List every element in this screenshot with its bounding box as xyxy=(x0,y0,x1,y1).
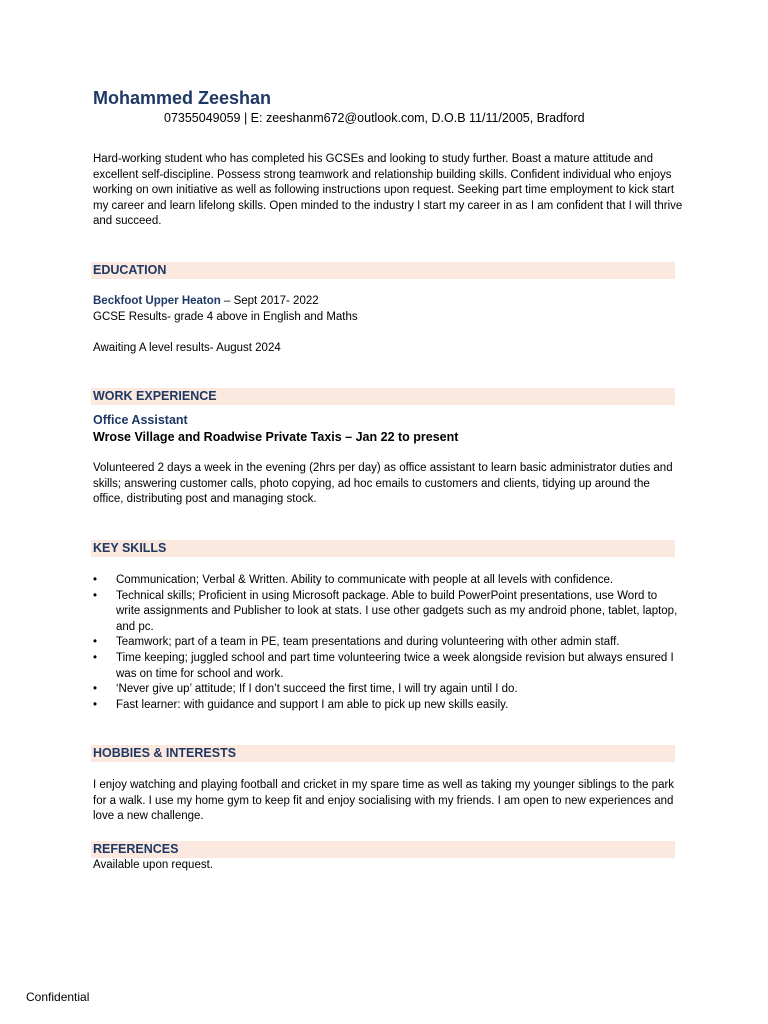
bullet-icon: • xyxy=(93,589,98,602)
key-skills-list xyxy=(93,573,678,713)
education-heading: EDUCATION xyxy=(91,262,675,279)
skill-text: Communication; Verbal & Written. Ability to communicate with people at all levels with confidence. xyxy=(116,574,614,586)
skill-item xyxy=(93,589,678,636)
skill-text: ‘Never give up’ attitude; If I don’t succeed the first time, I will try again until I do. xyxy=(116,683,518,696)
school-dates: – Sept 2017- 2022 xyxy=(220,295,319,307)
school-name: Beckfoot Upper Heaton xyxy=(93,295,221,307)
confidential-footer: Confidential xyxy=(26,990,90,1004)
gcse-results: GCSE Results- grade 4 above in English and Maths xyxy=(93,311,358,323)
contact-details: 07355049059 | E: zeeshanm672@outlook.com, D.O.B 11/11/2005, Bradford xyxy=(164,111,585,125)
hobbies-heading: HOBBIES & INTERESTS xyxy=(91,745,675,762)
skill-text: Technical skills; Proficient in using Microsoft package. Able to build PowerPoint presentations, use Word to write assignments and Publisher to look at stats. I use other gadgets such as my android phone, tablet, laptop, and pc. xyxy=(116,589,678,633)
hobbies-text: I enjoy watching and playing football and cricket in my spare time as well as taking my younger siblings to the park for a walk. I use my home gym to keep fit and enjoy socialising with my friends. I am open to new experiences and love a new challenge. xyxy=(93,779,675,823)
skill-item xyxy=(93,651,678,682)
work-experience-heading: WORK EXPERIENCE xyxy=(91,388,675,405)
bullet-icon: • xyxy=(93,574,98,586)
a-level-status: Awaiting A level results- August 2024 xyxy=(93,342,281,354)
skill-item xyxy=(93,698,678,714)
skill-item xyxy=(93,682,678,698)
job-title: Office Assistant xyxy=(93,413,188,427)
references-text: Available upon request. xyxy=(93,859,213,871)
skill-text: Teamwork; part of a team in PE, team presentations and during volunteering with other admin staff. xyxy=(116,636,620,649)
education-school-line xyxy=(93,295,319,307)
job-description: Volunteered 2 days a week in the evening (2hrs per day) as office assistant to learn basic administrator duties and skills; answering customer calls, photo copying, ad hoc emails to customers and clients, tidying up around the office, distributing post and managing stock. xyxy=(93,462,673,506)
bullet-icon: • xyxy=(93,683,98,696)
job-company: Wrose Village and Roadwise Private Taxis – Jan 22 to present xyxy=(93,430,459,444)
skill-item xyxy=(93,635,678,651)
bullet-icon: • xyxy=(93,651,98,664)
key-skills-heading: KEY SKILLS xyxy=(91,540,675,557)
bullet-icon: • xyxy=(93,698,98,711)
candidate-name: Mohammed Zeeshan xyxy=(93,88,272,108)
skill-text: Time keeping; juggled school and part time volunteering twice a week alongside revision but always ensured I was on time for school and work. xyxy=(116,651,674,680)
skill-text: Fast learner: with guidance and support I am able to pick up new skills easily. xyxy=(116,698,509,711)
skill-item xyxy=(93,573,678,589)
references-heading: REFERENCES xyxy=(91,841,675,858)
bullet-icon: • xyxy=(93,636,98,649)
profile-summary: Hard-working student who has completed his GCSEs and looking to study further. Boast a mature attitude and excellent self-discipline. Possess strong teamwork and relationship building skills. Confident individual who enjoys working on own initiative as well as following instructions upon request. Seeking part time employment to kick start my career and learn lifelong skills. Open minded to the industry I start my career in as I am confident that I will thrive and succeed. xyxy=(93,153,683,228)
